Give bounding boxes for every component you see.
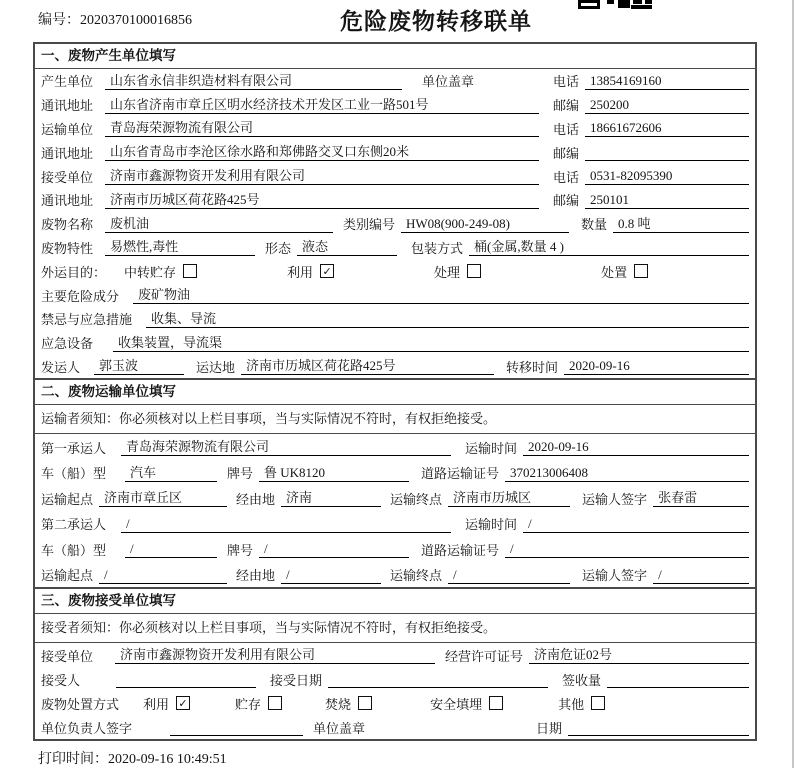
taboo-label: 禁忌与应急措施 xyxy=(41,312,133,328)
receiver-zip-value: 250101 xyxy=(585,191,749,209)
producer-value: 山东省永信非织造材料有限公司 xyxy=(105,72,402,90)
checkbox-checked-icon: ✓ xyxy=(320,264,334,278)
destination-label: 运达地 xyxy=(196,359,236,375)
acceptor-label: 接受人 xyxy=(41,672,81,688)
carrier1-vehicle-value: 汽车 xyxy=(125,464,217,482)
hazard-value: 废矿物油 xyxy=(133,286,749,304)
waste-traits-value: 易燃性,毒性 xyxy=(105,238,255,256)
transporter-value: 青岛海荣源物流有限公司 xyxy=(105,119,539,137)
origin-label: 运输起点 xyxy=(41,491,94,507)
carrier1-vehicle-row xyxy=(35,460,755,486)
transfer-date-value: 2020-09-16 xyxy=(564,357,749,375)
carrier2-plate-value: / xyxy=(259,540,409,558)
carrier1-value: 青岛海荣源物流有限公司 xyxy=(121,438,451,456)
transporter-address-row xyxy=(35,140,755,164)
carrier2-time-value: / xyxy=(523,515,749,533)
waste-name-row xyxy=(35,212,755,236)
plate-label: 牌号 xyxy=(227,542,254,558)
equipment-value: 收集装置，导流渠 xyxy=(113,334,749,352)
option-label: 处置 xyxy=(601,264,628,280)
carrier-sign-label: 运输人签字 xyxy=(582,568,648,584)
accept-unit-label: 接受单位 xyxy=(41,648,94,664)
option-label: 焚烧 xyxy=(325,696,352,712)
checkbox-icon xyxy=(183,264,197,278)
plate-label: 牌号 xyxy=(227,466,254,482)
road-permit-label: 道路运输证号 xyxy=(421,542,500,558)
purpose-option-utilize xyxy=(287,262,334,281)
date-value xyxy=(568,718,749,736)
permit-value: 济南危证02号 xyxy=(529,646,749,664)
accept-unit-row xyxy=(35,643,755,667)
section1-body xyxy=(35,69,755,378)
carrier2-origin-value: / xyxy=(99,566,227,584)
producer-row xyxy=(35,69,755,93)
carrier1-time-value: 2020-09-16 xyxy=(523,438,749,456)
waste-traits-row xyxy=(35,236,755,260)
transfer-date-label: 转移时间 xyxy=(506,359,559,375)
disposal-option-other xyxy=(558,694,605,713)
option-label: 处理 xyxy=(434,264,461,280)
checkbox-icon xyxy=(489,696,503,710)
category-label: 类别编号 xyxy=(343,217,396,233)
checkbox-icon xyxy=(467,264,481,278)
address-label: 通讯地址 xyxy=(41,193,94,209)
purpose-option-dispose xyxy=(601,262,648,281)
received-label: 签收量 xyxy=(562,672,602,688)
checkbox-icon xyxy=(358,696,372,710)
section3-body xyxy=(35,643,755,739)
transporter-phone-value: 18661672606 xyxy=(585,119,749,137)
option-label: 利用 xyxy=(287,264,314,280)
carrier2-sign-value: / xyxy=(653,566,749,584)
transporter-address-value: 山东省青岛市李沧区徐水路和郑佛路交叉口东侧20米 xyxy=(105,143,539,161)
carrier1-route-row xyxy=(35,485,755,511)
transport-time-label: 运输时间 xyxy=(465,440,518,456)
print-time-value: 2020-09-16 10:49:51 xyxy=(108,752,227,767)
transporter-notice: 运输者须知：你必须核对以上栏目事项，当与实际情况不符时，有权拒绝接受。 xyxy=(35,405,755,434)
option-label: 其他 xyxy=(558,696,585,712)
checkbox-icon xyxy=(591,696,605,710)
option-label: 中转贮存 xyxy=(124,264,177,280)
date-label: 日期 xyxy=(536,720,563,736)
option-label: 利用 xyxy=(143,696,170,712)
receiver-address-row xyxy=(35,188,755,212)
form-label: 形态 xyxy=(265,240,292,256)
waste-name-value: 废机油 xyxy=(105,215,333,233)
checkbox-checked-icon: ✓ xyxy=(176,696,190,710)
carrier2-via-value: / xyxy=(281,566,381,584)
carrier-sign-label: 运输人签字 xyxy=(582,491,648,507)
carrier2-end-value: / xyxy=(448,566,570,584)
equipment-label: 应急设备 xyxy=(41,336,94,352)
road-permit-label: 道路运输证号 xyxy=(421,466,500,482)
carrier2-value: / xyxy=(121,515,451,533)
transport-time-label: 运输时间 xyxy=(465,517,518,533)
zip-label: 邮编 xyxy=(553,98,580,114)
phone-label: 电话 xyxy=(553,121,580,137)
producer-phone-value: 13854169160 xyxy=(585,72,749,90)
shipper-row xyxy=(35,355,755,379)
transporter-zip-value xyxy=(585,143,749,161)
manager-sign-value xyxy=(170,718,303,736)
received-value xyxy=(607,670,749,688)
terminus-label: 运输终点 xyxy=(390,491,443,507)
zip-label: 邮编 xyxy=(553,145,580,161)
carrier1-end-value: 济南市历城区 xyxy=(448,489,570,507)
shipper-value: 郭玉波 xyxy=(94,357,184,375)
form-number-label: 编号： xyxy=(38,13,80,28)
option-label: 贮存 xyxy=(235,696,262,712)
emergency-measures-row xyxy=(35,307,755,331)
disposal-label: 废物处置方式 xyxy=(41,696,120,712)
carrier2-vehicle-value: / xyxy=(125,540,217,558)
disposal-option-utilize xyxy=(143,694,190,713)
taboo-value: 收集、导流 xyxy=(146,310,749,328)
section2-header: 二、废物运输单位填写 xyxy=(35,378,755,405)
shipper-label: 发运人 xyxy=(41,359,81,375)
accept-date-label: 接受日期 xyxy=(270,672,323,688)
category-value: HW08(900-249-08) xyxy=(401,215,569,233)
transporter-row xyxy=(35,117,755,141)
hazard-label: 主要危险成分 xyxy=(41,288,120,304)
receiver-value: 济南市鑫源物资开发利用有限公司 xyxy=(105,167,539,185)
carrier2-vehicle-row xyxy=(35,536,755,562)
section3-header: 三、废物接受单位填写 xyxy=(35,587,755,614)
form-number xyxy=(38,9,192,29)
waste-traits-label: 废物特性 xyxy=(41,240,94,256)
destination-value: 济南市历城区荷花路425号 xyxy=(241,357,494,375)
print-time xyxy=(38,748,227,768)
manifest-table xyxy=(33,42,757,741)
purpose-option-treat xyxy=(434,262,481,281)
origin-label: 运输起点 xyxy=(41,568,94,584)
producer-zip-value: 250200 xyxy=(585,96,749,114)
hazard-components-row xyxy=(35,283,755,307)
carrier2-label: 第二承运人 xyxy=(41,517,107,533)
carrier2-route-row xyxy=(35,562,755,588)
qr-code-fragment xyxy=(578,0,654,9)
address-label: 通讯地址 xyxy=(41,145,94,161)
print-time-label: 打印时间： xyxy=(38,752,108,767)
receiver-address-value: 济南市历城区荷花路425号 xyxy=(105,191,539,209)
phone-label: 电话 xyxy=(553,169,580,185)
manager-sign-label: 单位负责人签字 xyxy=(41,720,133,736)
carrier1-label: 第一承运人 xyxy=(41,440,107,456)
via-label: 经由地 xyxy=(236,491,276,507)
quantity-value: 0.8 吨 xyxy=(613,215,749,233)
carrier2-row xyxy=(35,511,755,537)
purpose-label: 外运目的： xyxy=(41,264,107,280)
producer-label: 产生单位 xyxy=(41,74,94,90)
accept-unit-value: 济南市鑫源物资开发利用有限公司 xyxy=(115,646,435,664)
phone-label: 电话 xyxy=(553,74,580,90)
option-label: 安全填埋 xyxy=(430,696,483,712)
acceptor-row xyxy=(35,667,755,691)
receiver-row xyxy=(35,164,755,188)
packing-value: 桶(金属,数量 4 ) xyxy=(469,238,749,256)
packing-label: 包装方式 xyxy=(411,240,464,256)
emergency-equipment-row xyxy=(35,331,755,355)
signature-row xyxy=(35,715,755,739)
carrier2-license-value: / xyxy=(505,540,749,558)
vehicle-label: 车（船）型 xyxy=(41,466,107,482)
terminus-label: 运输终点 xyxy=(390,568,443,584)
form-value: 液态 xyxy=(297,238,397,256)
address-label: 通讯地址 xyxy=(41,98,94,114)
carrier1-row xyxy=(35,434,755,460)
unit-seal-label: 单位盖章 xyxy=(422,74,475,90)
carrier1-origin-value: 济南市章丘区 xyxy=(99,489,227,507)
carrier1-via-value: 济南 xyxy=(281,489,381,507)
carrier1-license-value: 370213006408 xyxy=(505,464,749,482)
checkbox-icon xyxy=(634,264,648,278)
section2-body xyxy=(35,434,755,587)
purpose-option-transfer-storage xyxy=(124,262,197,281)
producer-address-value: 山东省济南市章丘区明水经济技术开发区工业一路501号 xyxy=(105,96,539,114)
transfer-purpose-row xyxy=(35,259,755,283)
receiver-notice: 接受者须知：你必须核对以上栏目事项，当与实际情况不符时，有权拒绝接受。 xyxy=(35,614,755,643)
producer-address-row xyxy=(35,93,755,117)
carrier1-sign-value: 张春雷 xyxy=(653,489,749,507)
carrier1-plate-value: 鲁 UK8120 xyxy=(259,464,409,482)
page-edge-line xyxy=(792,0,794,768)
disposal-method-row xyxy=(35,691,755,715)
form-title: 危险废物转移联单 xyxy=(340,8,532,34)
waste-name-label: 废物名称 xyxy=(41,217,94,233)
zip-label: 邮编 xyxy=(553,193,580,209)
receiver-label: 接受单位 xyxy=(41,169,94,185)
section1-header: 一、废物产生单位填写 xyxy=(35,44,755,69)
transporter-label: 运输单位 xyxy=(41,121,94,137)
via-label: 经由地 xyxy=(236,568,276,584)
vehicle-label: 车（船）型 xyxy=(41,542,107,558)
form-number-value: 2020370100016856 xyxy=(80,13,192,28)
checkbox-icon xyxy=(268,696,282,710)
disposal-option-storage xyxy=(235,694,282,713)
receiver-phone-value: 0531-82095390 xyxy=(585,167,749,185)
unit-seal-label: 单位盖章 xyxy=(313,720,366,736)
disposal-option-landfill xyxy=(430,694,503,713)
accept-date-value xyxy=(328,670,548,688)
acceptor-value xyxy=(116,670,256,688)
permit-label: 经营许可证号 xyxy=(445,648,524,664)
disposal-option-incinerate xyxy=(325,694,372,713)
quantity-label: 数量 xyxy=(581,217,608,233)
